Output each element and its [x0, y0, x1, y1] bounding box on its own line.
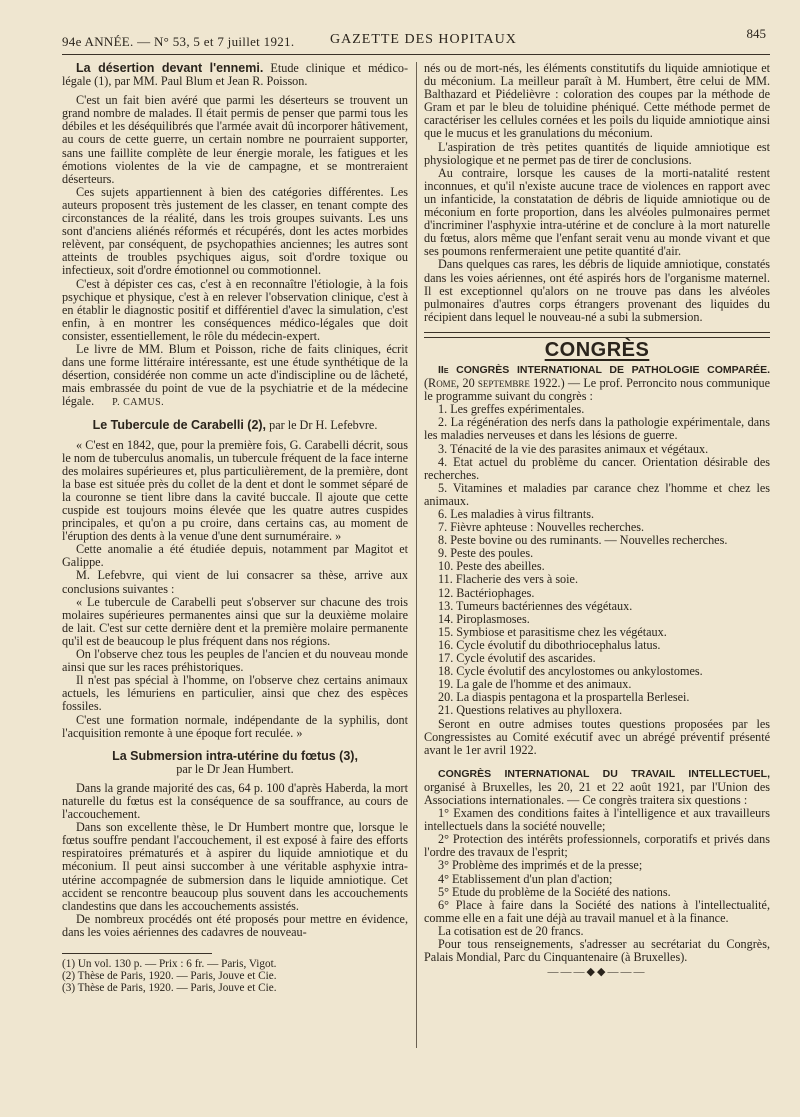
desertion-paragraph-text: Le livre de MM. Blum et Poisson, riche de faits cliniques, écrit dans une forme littéraire intéressante, est une étude synthétique de la désertion, considérée non comme un acte d'indiscipline ou de lâcheté, mais embrassée du point de vue de la psychiatrie et de la médecine légale.: [62, 341, 408, 409]
pathologie-intro-text: — Le prof. Perroncito nous communique le programme suivant du congrès :: [424, 376, 770, 404]
list-item: 1. Les greffes expérimentales.: [438, 402, 585, 417]
page-header: [62, 26, 770, 55]
desertion-paragraph: C'est à dépister ces cas, c'est à en reconnaître l'étiologie, à la fois psychique et physique, c'est à en relever l'observation clinique, c'est à en établir le diagnostic positif et différentiel d'avec la simulation, c'est enfin, à en montrer les conséquences médico-légales que doit consister, essentiellement, le rôle du médecin-expert.: [62, 276, 408, 343]
footnote-rule: [62, 953, 212, 954]
continuation-paragraph: Dans quelques cas rares, les débris de liquide amniotique, constatés dans les voies aériennes, ont été aspirés hors de l'organisme maternel. Il est exceptionnel qu'alors on ne trouve pas dans les alvéoles pulmonaires d'autres corps étrangers provenant des liquides du récipient dans lequel le nouveau-né a subi la submersion.: [424, 257, 770, 324]
submersion-byline: par le Dr Jean Humbert.: [176, 761, 294, 776]
list-item: 20. La diaspis pentagona et la prospartella Berlesei.: [438, 690, 690, 705]
carabelli-paragraph: Il n'est pas spécial à l'homme, on l'observe chez certains animaux actuels, les lémuriens en particulier, ainsi que chez des espèces fossiles.: [62, 673, 408, 714]
submersion-continuation: [424, 62, 770, 324]
column-divider: [416, 62, 417, 1048]
pathologie-closing: Seront en outre admises toutes questions proposées par les Congressistes au Comité exécutif avec un abrégé préventif présenté avant le 1er avril 1922.: [424, 716, 770, 757]
list-item: 18. Cycle évolutif des ancylostomes ou ankylostomes.: [438, 664, 703, 679]
list-item: 3° Problème des imprimés et de la presse;: [438, 858, 643, 873]
continuation-paragraph: Au contraire, lorsque les causes de la morti-natalité restent inconnues, et qu'il n'existe aucune trace de violences en rapport avec un infanticide, la constatation de débris de liquide amniotique ou de méconium en forte proportion, dans les alvéoles pulmonaires permet d'incriminer l'asphyxie intra-utérine et de conclure à la mort naturelle du fœtus, alors même que l'enfant serait venu au monde vivant et que ses poumons renfermeraient une petite quantité d'air.: [424, 165, 770, 259]
list-item: 2. La régénération des nerfs dans la pathologie expérimentale, dans les maladies nerveuses et dans les lésions de guerre.: [424, 415, 770, 443]
article-submersion: [62, 750, 408, 939]
continuation-paragraph: nés ou de mort-nés, les éléments constitutifs du liquide amniotique et du méconium. La meilleur paraît à M. Humbert, être celui de MM. Balthazard et Piédelièvre : coloration des coupes par la méthode de Gram et par le bleu de toluidine phéniqué. Cette méthode permet de caractériser les cellules cornées et les poils du liquide amniotique ainsi que le mucus et les granulations du méconium.: [424, 61, 770, 141]
list-item: 16. Cycle évolutif du dibothriocephalus latus.: [438, 637, 661, 652]
list-item: 4. Etat actuel du problème du cancer. Orientation désirable des recherches.: [424, 454, 770, 482]
carabelli-title: Le Tubercule de Carabelli (2),: [92, 418, 267, 433]
list-item: 11. Flacherie des vers à soie.: [438, 572, 578, 587]
page-number: 845: [746, 26, 766, 41]
submersion-paragraph: Dans son excellente thèse, le Dr Humbert montre que, lorsque le fœtus souffre pendant l'accouchement, il est exposé à faire des efforts respiratoires prématurés et à aspirer du liquide amniotique et du méconium. Il peut ainsi succomber à une véritable asphyxie intra-utérine accompagnée de submersion dans le liquide amniotique. Cet accident se rencontre beaucoup plus souvent dans les accouchements clandestins que dans les accouchements assistés.: [62, 820, 408, 913]
list-item: 13. Tumeurs bactériennes des végétaux.: [438, 598, 633, 613]
list-item: 3. Ténacité de la vie des parasites animaux et végétaux.: [438, 441, 709, 456]
submersion-title: [62, 750, 408, 763]
carabelli-paragraph: « Le tubercule de Carabelli peut s'observer sur chacune des trois molaires supérieures permanentes ainsi que sur la deuxième molaire de lait. C'est sur cette dernière dent et la première molaire permanente qu'il est de beaucoup le plus fréquent dans nos régions.: [62, 594, 408, 648]
list-item: 7. Fièvre aphteuse : Nouvelles recherches.: [438, 520, 645, 535]
list-item: 2° Protection des intérêts professionnels, corporatifs et privés dans l'ordre des travaux de l'esprit;: [424, 832, 770, 860]
list-item: 9. Peste des poules.: [438, 546, 534, 561]
list-item: 15. Symbiose et parasitisme chez les végétaux.: [438, 624, 667, 639]
carabelli-paragraph: Cette anomalie a été étudiée depuis, notamment par Magitot et Galippe.: [62, 542, 408, 570]
footnotes: [62, 958, 408, 995]
desertion-title: La désertion devant l'ennemi.: [76, 61, 264, 75]
pathologie-intro: [424, 363, 770, 403]
travail-intro: [424, 767, 770, 807]
carabelli-paragraph: « C'est en 1842, que, pour la première fois, G. Carabelli décrit, sous le nom de tuberculus anomalis, un tubercule fréquent de la face interne des molaires supérieures et, plus particulièrement, de la première, dont la base est située près du collet de la dent et dont le sommet séparé de la couronne se tient libre dans la cavité buccale. Il ajoute que cette cuspide est toujours moins élevée que les quatre autres cuspides principales, et qu'on a pu croire, dans certains cas, au moment de l'éruption des dents à la venue d'une dent surnuméraire. »: [62, 437, 408, 544]
issue-line: 94e ANNÉE. — N° 53, 5 et 7 juillet 1921.: [62, 34, 295, 49]
left-column: [62, 62, 408, 995]
carabelli-byline: par le Dr H. Lefebvre.: [269, 418, 378, 433]
list-item: 6° Place à faire dans la Société des nations à l'intellectualité, comme elle en a fait une déjà au travail manuel et à la finance.: [424, 897, 770, 925]
carabelli-paragraph: On l'observe chez tous les peuples de l'ancien et du nouveau monde ainsi que sur les races préhistoriques.: [62, 647, 408, 675]
footnote: (2) Thèse de Paris, 1920. — Paris, Jouve et Cie.: [62, 970, 277, 983]
pathologie-heading: IIe CONGRÈS INTERNATIONAL DE PATHOLOGIE COMPARÉE.: [438, 363, 770, 376]
submersion-paragraph: Dans la grande majorité des cas, 64 p. 100 d'après Haberda, la mort naturelle du fœtus est la conséquence de sa souffrance, au cours de l'accouchement.: [62, 780, 408, 822]
list-item: 5° Etude du problème de la Société des nations.: [438, 884, 671, 899]
travail-intro-text: organisé à Bruxelles, les 20, 21 et 22 août 1921, par l'Union des Associations internationales. — Ce congrès traitera six questions :: [424, 779, 770, 807]
list-item: 6. Les maladies à virus filtrants.: [438, 507, 595, 521]
desertion-heading: [62, 62, 408, 88]
travail-cotisation: La cotisation est de 20 francs.: [438, 923, 584, 938]
list-item: 21. Questions relatives au phylloxera.: [438, 703, 623, 718]
carabelli-paragraph: C'est une formation normale, indépendante de la syphilis, dont l'acquisition remonte à une époque fort reculée. »: [62, 712, 408, 740]
carabelli-paragraph: M. Lefebvre, qui vient de lui consacrer sa thèse, arrive aux conclusions suivantes :: [62, 568, 408, 596]
pathologie-list: [424, 403, 770, 717]
submersion-paragraph: De nombreux procédés ont été proposés pour mettre en évidence, dans les voies aériennes des cadavres de nouveau-: [62, 911, 408, 939]
pathologie-location: (Rome, 20 septembre 1922.): [424, 376, 565, 391]
list-item: 5. Vitamines et maladies par carance chez l'homme et chez les animaux.: [424, 480, 770, 508]
footnote: (1) Un vol. 130 p. — Prix : 6 fr. — Paris, Vigot.: [62, 958, 277, 970]
journal-title: GAZETTE DES HOPITAUX: [330, 32, 517, 47]
desertion-signature: P. CAMUS.: [112, 397, 165, 409]
article-carabelli: [62, 419, 408, 739]
desertion-paragraph: [62, 343, 408, 409]
submersion-title-text: La Submersion intra-utérine du fœtus (3),: [112, 748, 358, 763]
footnote: (3) Thèse de Paris, 1920. — Paris, Jouve et Cie.: [62, 982, 277, 995]
travail-heading: CONGRÈS INTERNATIONAL DU TRAVAIL INTELLECTUEL,: [438, 767, 770, 780]
list-item: 19. La gale de l'homme et des animaux.: [438, 677, 632, 692]
travail-list: [424, 807, 770, 925]
list-item: 10. Peste des abeilles.: [438, 559, 545, 574]
article-desertion: [62, 62, 408, 409]
congres-section-title: CONGRÈS: [544, 338, 650, 361]
desertion-paragraph: C'est un fait bien avéré que parmi les déserteurs se trouvent un grand nombre de malades. Il était permis de penser que parmi tous les débiles et les déséquilibrés que l'armée avait dû incorporer hâtivement, au cours de cette guerre, un certain nombre ne pourraient supporter, sans une faillite complète de leur énergie morale, les fatigues et les émotions violentes de la vie de campagne, et se montreraient déserteurs.: [62, 93, 408, 186]
list-item: 12. Bactériophages.: [438, 585, 535, 600]
carabelli-heading: [62, 419, 408, 432]
desertion-paragraph: Ces sujets appartiennent à bien des catégories différentes. Les auteurs proposent très justement de les classer, en tenant compte des circonstances de la réalité, dans les trois groupes suivants. Les uns sont d'anciens aliénés réformés et récupérés, dont les actes morbides relèvent, par conséquent, de psychopathies anciennes; les autres sont atteints de troubles psychiques aigus, soit d'ordre toxique ou infectieux, soit d'ordre émotionnel ou commotionnel.: [62, 184, 408, 278]
section-rule: [424, 332, 770, 338]
list-item: 8. Peste bovine ou des ruminants. — Nouvelles recherches.: [438, 533, 728, 548]
list-item: 4° Etablissement d'un plan d'action;: [438, 871, 613, 886]
congres-pathologie: [424, 363, 770, 757]
desertion-subtitle: Etude clinique et médico-légale (1), par MM. Paul Blum et Jean R. Poisson.: [62, 61, 409, 89]
continuation-paragraph: L'aspiration de très petites quantités de liquide amniotique est physiologique et ne permet pas de tirer de conclusions.: [424, 139, 770, 167]
congres-travail: [424, 767, 770, 980]
end-ornament: ———◆◆———: [547, 966, 647, 979]
list-item: 1° Examen des conditions faites à l'intelligence et aux travailleurs intellectuels dans la société nouvelle;: [424, 806, 770, 834]
list-item: 17. Cycle évolutif des ascarides.: [438, 651, 596, 666]
list-item: 14. Piroplasmoses.: [438, 611, 530, 626]
right-column: [424, 62, 770, 979]
travail-info: Pour tous renseignements, s'adresser au secrétariat du Congrès, Palais Mondial, Parc du Cinquantenaire (à Bruxelles).: [424, 937, 770, 965]
